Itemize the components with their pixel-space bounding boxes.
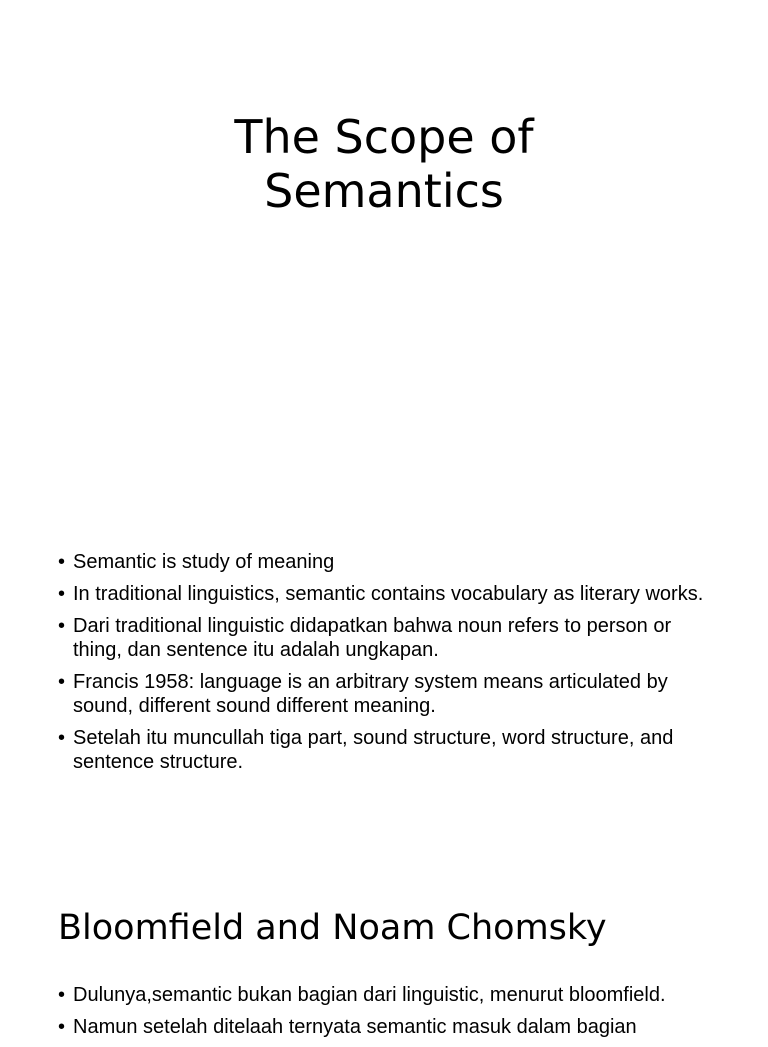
bullet-item: • Dulunya,semantic bukan bagian dari linguistic, menurut bloomfield.: [58, 983, 708, 1007]
slide-title-line-1: The Scope of: [234, 110, 534, 164]
bullet-item: • Semantic is study of meaning: [58, 550, 708, 574]
bullet-item: • Setelah itu muncullah tiga part, sound structure, word structure, and sentence structure.: [58, 726, 708, 774]
bullet-item: • Namun setelah ditelaah ternyata semantic masuk dalam bagian: [58, 1015, 708, 1039]
section-heading: Bloomfield and Noam Chomsky: [58, 908, 607, 948]
slide-title: [0, 110, 768, 218]
bullet-list-2: [58, 983, 708, 1047]
slide-title-line-2: Semantics: [264, 164, 504, 218]
bullet-item: • Francis 1958: language is an arbitrary system means articulated by sound, different sound different meaning.: [58, 670, 708, 718]
bullet-list: [58, 550, 708, 782]
bullet-item: • In traditional linguistics, semantic contains vocabulary as literary works.: [58, 582, 708, 606]
bullet-item: • Dari traditional linguistic didapatkan bahwa noun refers to person or thing, dan sentence itu adalah ungkapan.: [58, 614, 708, 662]
